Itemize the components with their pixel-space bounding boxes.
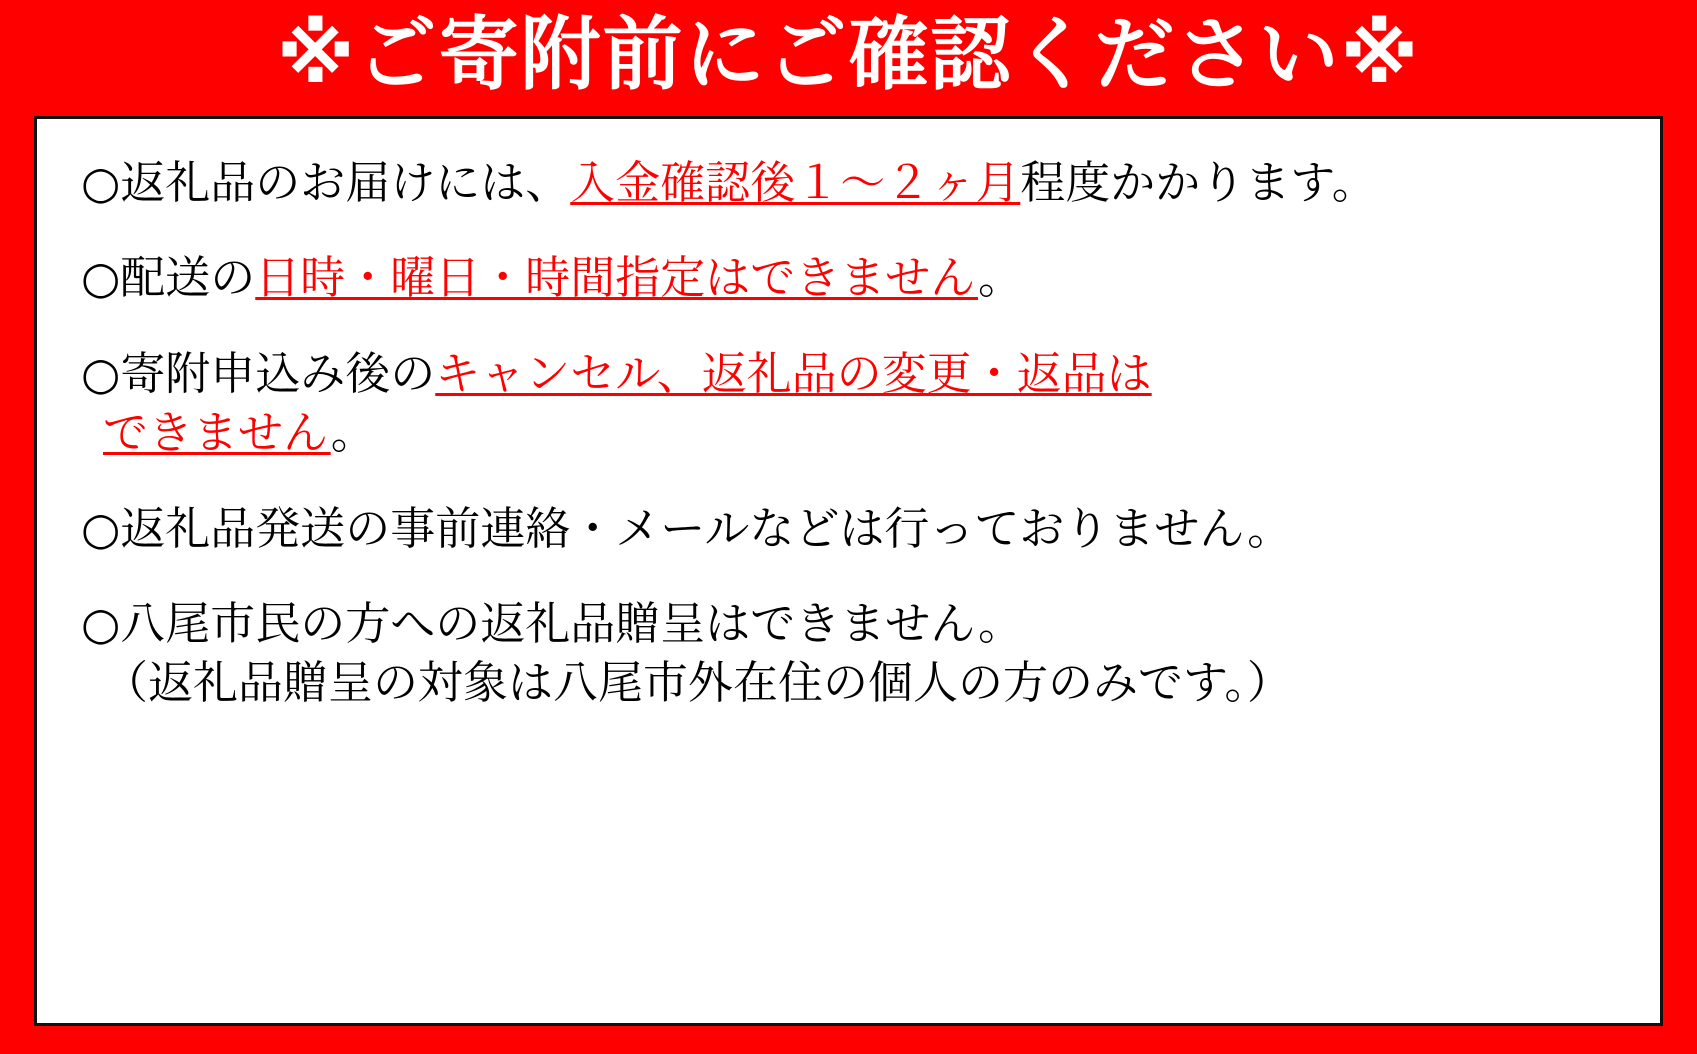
notice-emphasis-text: 日時・曜日・時間指定はできません bbox=[255, 251, 978, 305]
notice-text: 。 bbox=[977, 251, 1023, 305]
notice-text: ○八尾市民の方への返礼品贈呈はできません。 bbox=[81, 596, 1023, 650]
notice-emphasis-text: できません bbox=[103, 406, 331, 460]
notice-text: ○返礼品発送の事前連絡・メールなどは行っておりません。 bbox=[81, 501, 1293, 555]
notice-text: 。 bbox=[330, 406, 376, 460]
notice-emphasis-text: 入金確認後１～２ヶ月 bbox=[570, 156, 1021, 209]
notice-line bbox=[81, 403, 1626, 462]
notice-item bbox=[81, 594, 1626, 713]
notice-line bbox=[81, 344, 1626, 403]
notice-item bbox=[81, 499, 1626, 558]
notice-item bbox=[81, 344, 1626, 463]
notice-text: ○寄附申込み後の bbox=[81, 346, 436, 400]
notice-content-box bbox=[34, 116, 1663, 1026]
notice-line bbox=[81, 153, 1626, 212]
notice-line bbox=[81, 653, 1626, 712]
notice-line bbox=[81, 499, 1626, 558]
notice-text: （返礼品贈呈の対象は八尾市外在住の個人の方のみです。） bbox=[103, 656, 1292, 710]
notice-text: ○配送の bbox=[81, 251, 256, 305]
notice-line bbox=[81, 248, 1626, 307]
notice-emphasis-text: キャンセル、返礼品の変更・返品は bbox=[435, 346, 1152, 400]
notice-text: ○返礼品のお届けには、 bbox=[81, 156, 571, 209]
notice-item bbox=[81, 248, 1626, 307]
notice-text: 程度かかります。 bbox=[1020, 156, 1377, 209]
banner-title: ※ご寄附前にご確認ください※ bbox=[276, 8, 1421, 101]
notice-line bbox=[81, 594, 1626, 653]
notice-item bbox=[81, 153, 1626, 212]
